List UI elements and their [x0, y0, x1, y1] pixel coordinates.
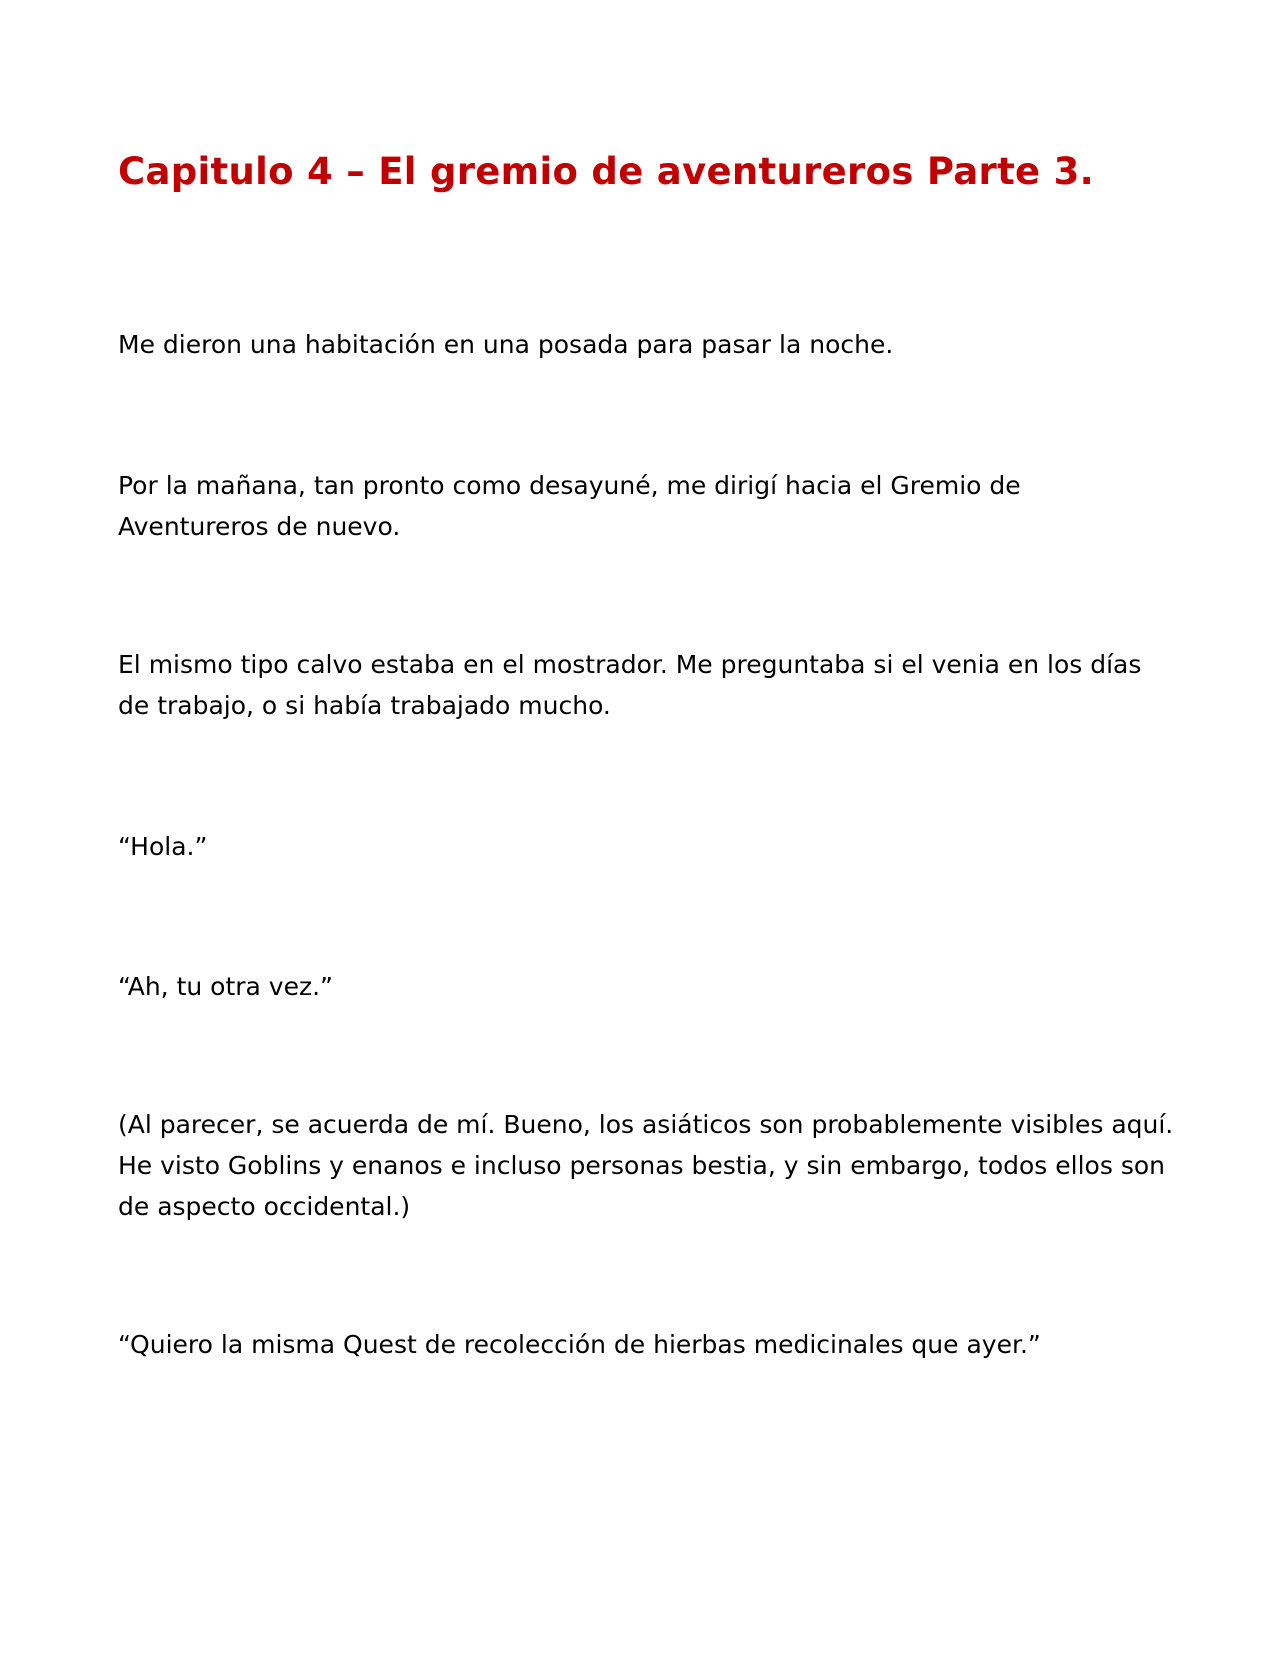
dialogue-hello: “Hola.” — [118, 832, 208, 861]
chapter-title: Capitulo 4 – El gremio de aventureros Parte 3. — [118, 150, 1095, 193]
paragraph-morning-guild: Por la mañana, tan pronto como desayuné, me dirigí hacia el Gremio de Aventureros de nuevo. — [118, 471, 1021, 541]
paragraph-bald-clerk: El mismo tipo calvo estaba en el mostrador. Me preguntaba si el venia en los días de trabajo, o si había trabajado mucho. — [118, 650, 1142, 720]
dialogue-you-again: “Ah, tu otra vez.” — [118, 972, 334, 1001]
paragraph-inn-room: Me dieron una habitación en una posada para pasar la noche. — [118, 330, 894, 359]
paragraph-inner-thoughts: (Al parecer, se acuerda de mí. Bueno, los asiáticos son probablemente visibles aquí. He visto Goblins y enanos e incluso personas bestia, y sin embargo, todos ellos son de aspecto occidental.) — [118, 1110, 1174, 1221]
dialogue-same-quest: “Quiero la misma Quest de recolección de hierbas medicinales que ayer.” — [118, 1330, 1041, 1359]
